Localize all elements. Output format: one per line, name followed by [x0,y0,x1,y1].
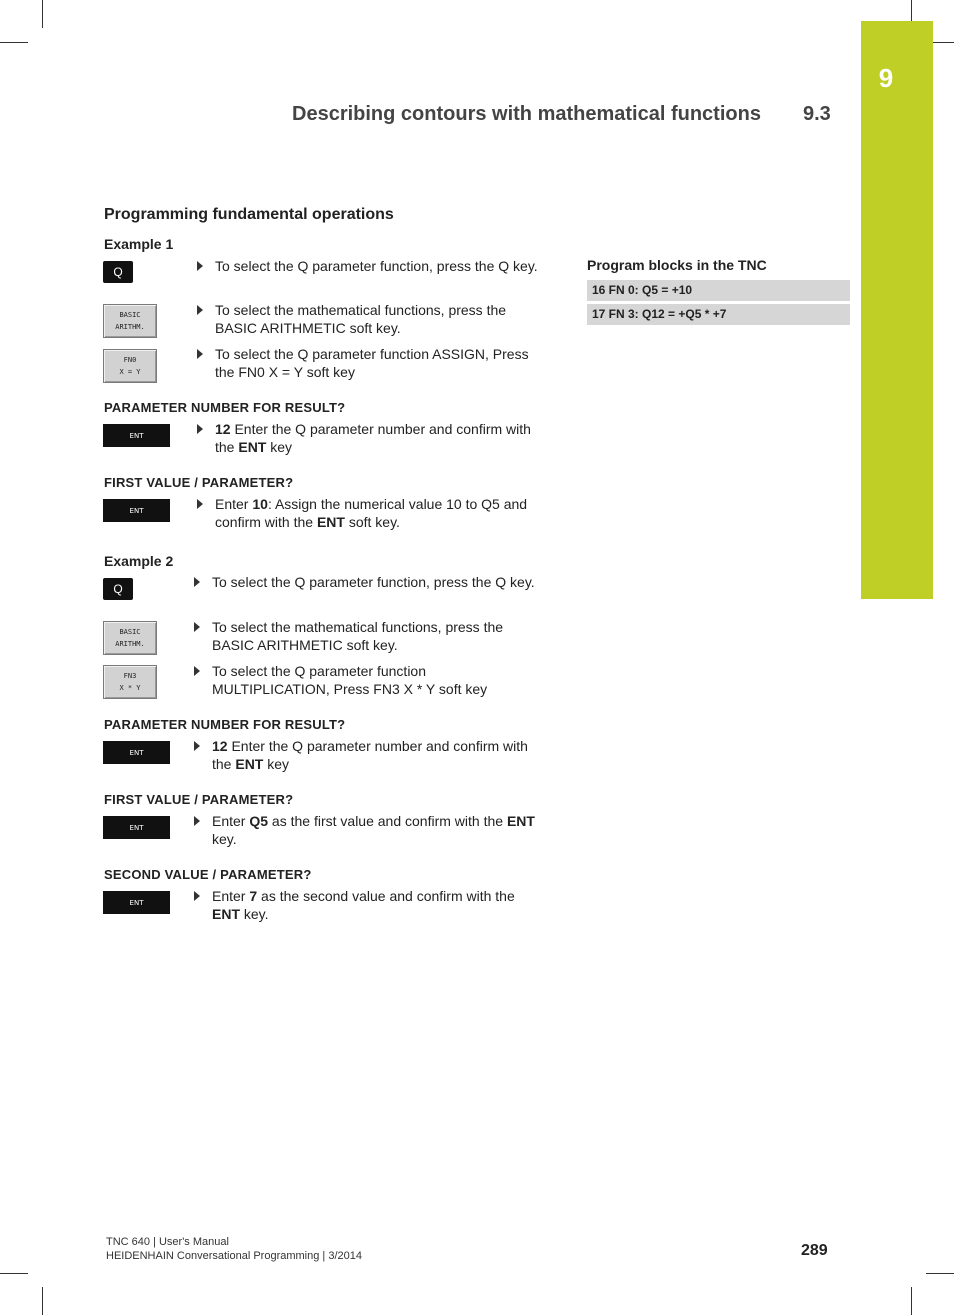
q-key: Q [103,578,133,600]
dialog-prompt: FIRST VALUE / PARAMETER? [104,475,294,490]
basic-arithm-softkey: BASIC ARITHM. [103,304,157,338]
chapter-tab [861,21,933,599]
step: To select the mathematical functions, press the BASIC ARITHMETIC soft key. [197,301,547,337]
step: 12 Enter the Q parameter number and confirm with the ENT key [197,420,547,456]
arrow-icon [197,349,203,359]
crop-mark [42,1287,43,1315]
step: To select the Q parameter function, press the Q key. [197,257,557,275]
ent-key: ENT [103,816,170,839]
q-key: Q [103,261,133,283]
dialog-prompt: PARAMETER NUMBER FOR RESULT? [104,400,346,415]
step: Enter Q5 as the first value and confirm with the ENT key. [194,812,539,848]
footer-manual-title: TNC 640 | User's Manual [106,1236,229,1248]
step: To select the Q parameter function, press the Q key. [194,573,539,591]
page-number: 289 [801,1242,828,1259]
crop-mark [42,0,43,28]
dialog-prompt: SECOND VALUE / PARAMETER? [104,867,312,882]
program-block-row: 17 FN 3: Q12 = +Q5 * +7 [587,304,850,325]
crop-mark [0,1273,28,1274]
ent-key: ENT [103,424,170,447]
arrow-icon [197,424,203,434]
arrow-icon [194,577,200,587]
ent-key: ENT [103,741,170,764]
arrow-icon [194,891,200,901]
ent-key: ENT [103,891,170,914]
ent-key: ENT [103,499,170,522]
section-title: Programming fundamental operations [104,206,394,223]
basic-arithm-softkey: BASIC ARITHM. [103,621,157,655]
arrow-icon [197,305,203,315]
step: 12 Enter the Q parameter number and confirm with the ENT key [194,737,539,773]
example-2-label: Example 2 [104,553,174,569]
fn0-softkey: FN0 X = Y [103,349,157,383]
fn3-softkey: FN3 X * Y [103,665,157,699]
program-block-row: 16 FN 0: Q5 = +10 [587,280,850,301]
arrow-icon [197,261,203,271]
page-header-section: 9.3 [803,103,831,125]
page-header-title: Describing contours with mathematical functions [292,103,761,125]
arrow-icon [197,499,203,509]
crop-mark [926,1273,954,1274]
crop-mark [911,1287,912,1315]
arrow-icon [194,622,200,632]
crop-mark [0,42,28,43]
step: To select the Q parameter function MULTIPLICATION, Press FN3 X * Y soft key [194,662,539,698]
step: Enter 7 as the second value and confirm with the ENT key. [194,887,539,923]
dialog-prompt: FIRST VALUE / PARAMETER? [104,792,294,807]
chapter-number: 9 [878,63,894,93]
footer-manual-subtitle: HEIDENHAIN Conversational Programming | 3/2014 [106,1250,362,1262]
step: To select the Q parameter function ASSIGN, Press the FN0 X = Y soft key [197,345,547,381]
example-1-label: Example 1 [104,236,174,252]
program-blocks-title: Program blocks in the TNC [587,257,767,273]
arrow-icon [194,666,200,676]
step: To select the mathematical functions, press the BASIC ARITHMETIC soft key. [194,618,539,654]
dialog-prompt: PARAMETER NUMBER FOR RESULT? [104,717,346,732]
arrow-icon [194,816,200,826]
step: Enter 10: Assign the numerical value 10 to Q5 and confirm with the ENT soft key. [197,495,547,531]
arrow-icon [194,741,200,751]
